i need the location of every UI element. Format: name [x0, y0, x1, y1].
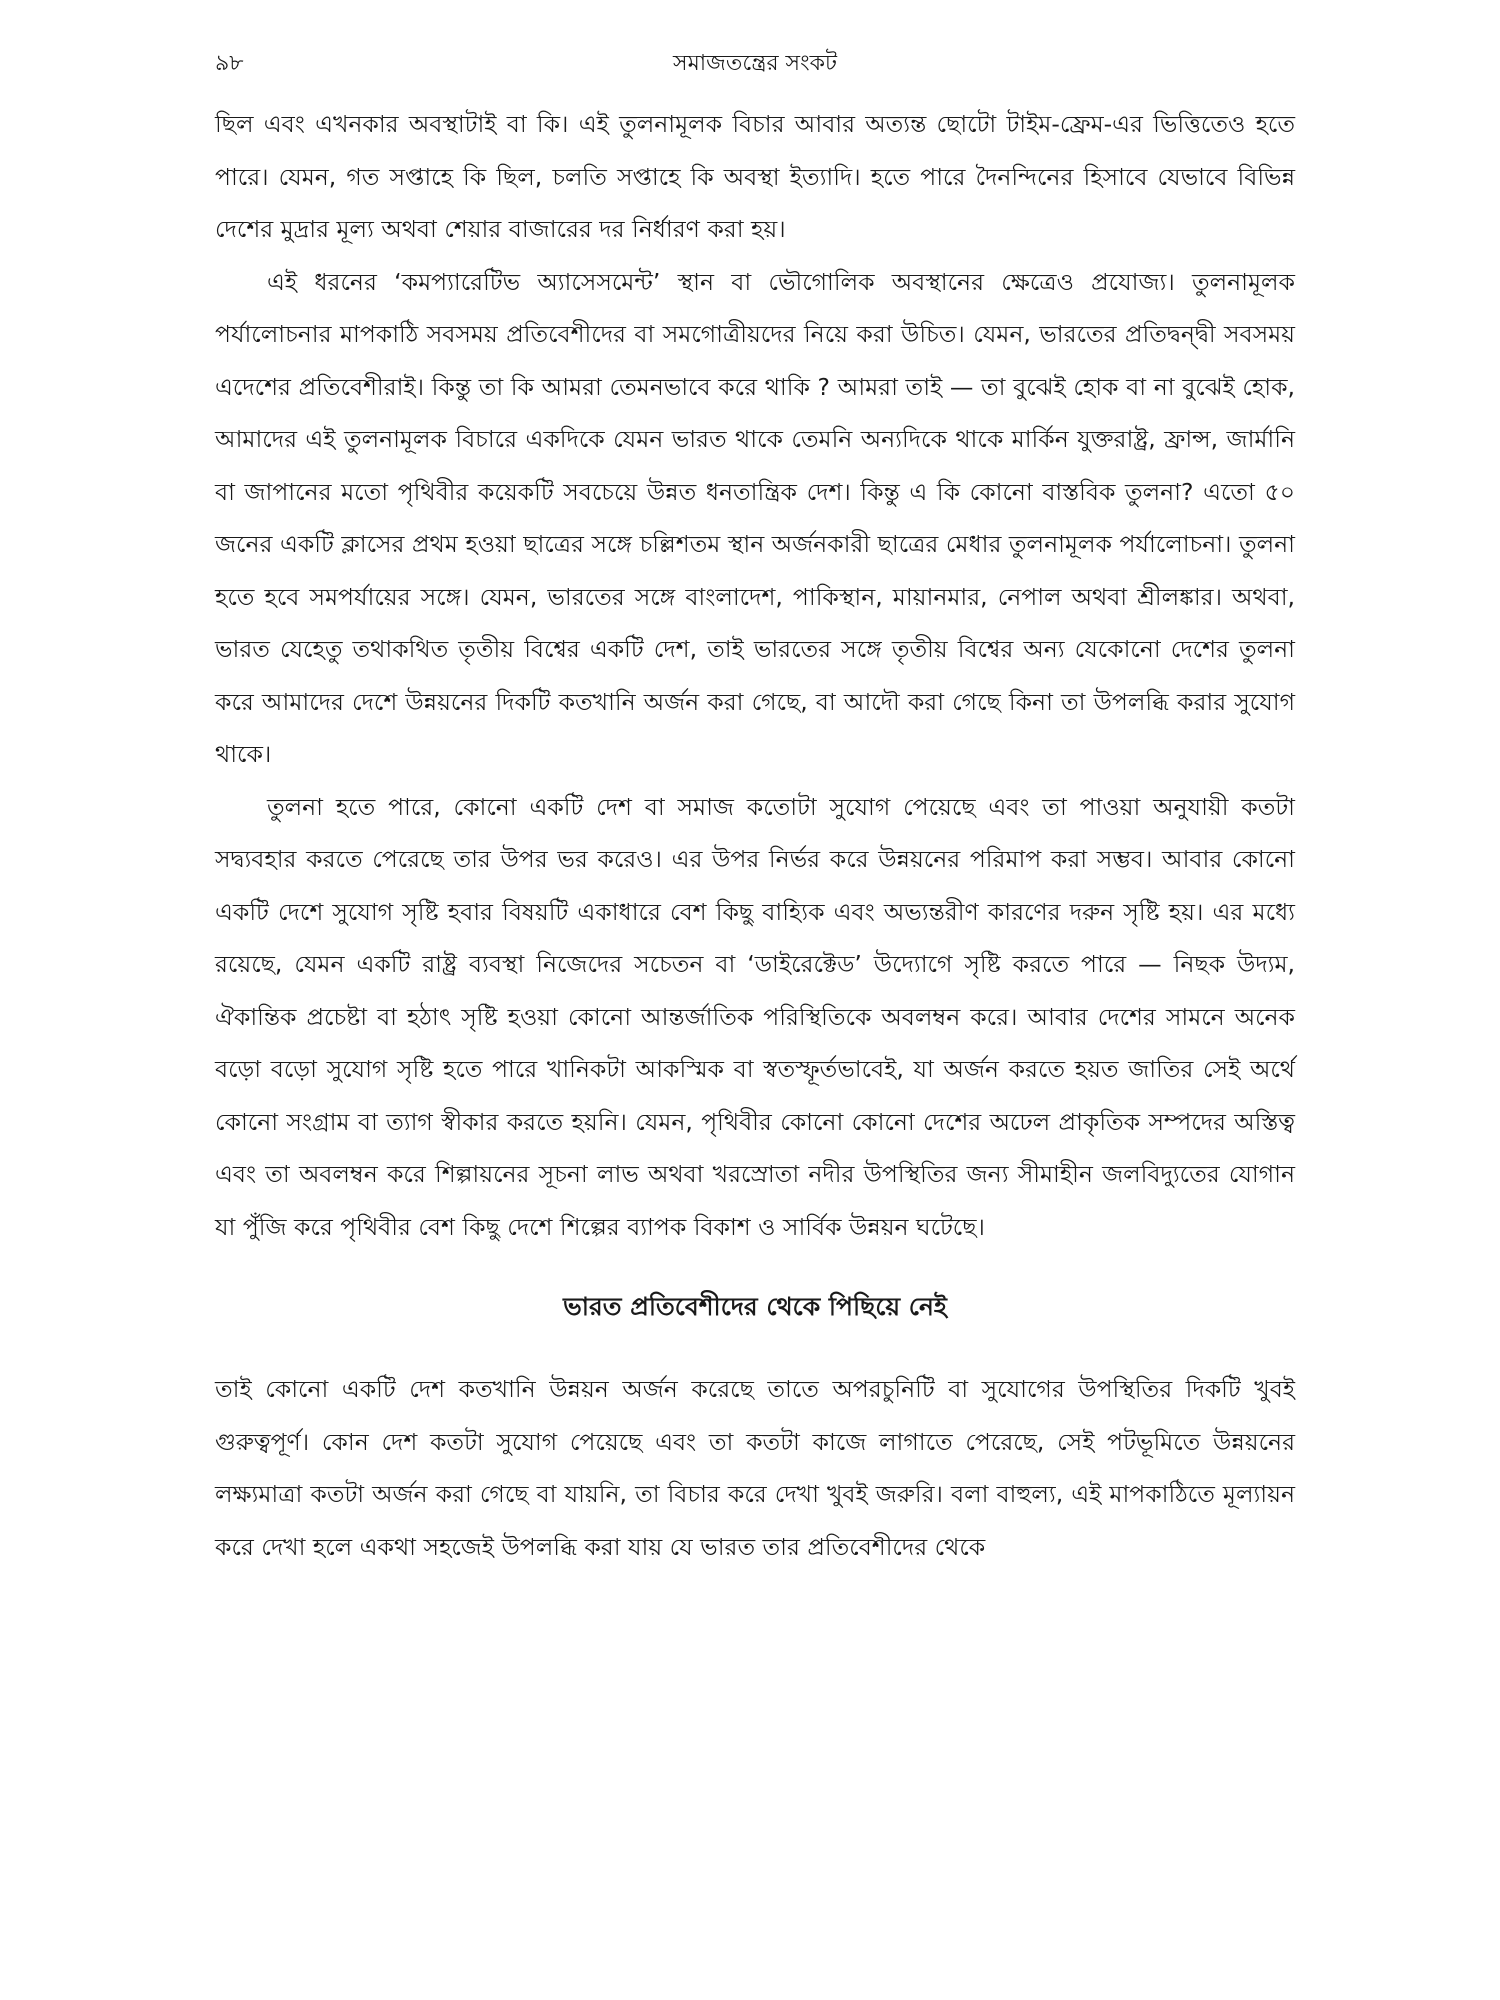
section-heading: ভারত প্রতিবেশীদের থেকে পিছিয়ে নেই: [563, 1292, 947, 1321]
paragraph-opportunity: তুলনা হতে পারে, কোনো একটি দেশ বা সমাজ কতোটা সুযোগ পেয়েছে এবং তা পাওয়া অনুযায়ী কতটা সদ্ব্যবহার করতে পেরেছে তার উপর ভর করেও। এর উপর নির্ভর করে উন্নয়নের পরিমাপ করা সম্ভব। আবার কোনো একটি দেশে সুযোগ সৃষ্টি হবার বিষয়টি একাধারে বেশ কিছু বাহ্যিক এবং অভ্যন্তরীণ কারণের দরুন সৃষ্টি হয়। এর মধ্যে রয়েছে, যেমন একটি রাষ্ট্র ব্যবস্থা নিজেদের সচেতন বা ‘ডাইরেক্টেড’ উদ্যোগে সৃষ্টি করতে পারে — নিছক উদ্যম, ঐকান্তিক প্রচেষ্টা বা হঠাৎ সৃষ্টি হওয়া কোনো আন্তর্জাতিক পরিস্থিতিকে অবলম্বন করে। আবার দেশের সামনে অনেক বড়ো বড়ো সুযোগ সৃষ্টি হতে পারে খানিকটা আকস্মিক বা স্বতস্ফূর্তভাবেই, যা অর্জন করতে হয়ত জাতির সেই অর্থে কোনো সংগ্রাম বা ত্যাগ স্বীকার করতে হয়নি। যেমন, পৃথিবীর কোনো কোনো দেশের অঢেল প্রাকৃতিক সম্পদের অস্তিত্ব এবং তা অবলম্বন করে শিল্পায়নের সূচনা লাভ অথবা খরস্রোতা নদীর উপস্থিতির জন্য সীমাহীন জলবিদ্যুতের যোগান যা পুঁজি করে পৃথিবীর বেশ কিছু দেশে শিল্পের ব্যাপক বিকাশ ও সার্বিক উন্নয়ন ঘটেছে।: [215, 792, 1295, 1241]
book-page: [215, 40, 1295, 1573]
paragraph-continuation: ছিল এবং এখনকার অবস্থাটাই বা কি। এই তুলনামূলক বিচার আবার অত্যন্ত ছোটো টাইম-ফ্রেম-এর ভিত্তিতেও হতে পারে। যেমন, গত সপ্তাহে কি ছিল, চলতি সপ্তাহে কি অবস্থা ইত্যাদি। হতে পারে দৈনন্দিনের হিসাবে যেভাবে বিভিন্ন দেশের মুদ্রার মূল্য অথবা শেয়ার বাজারের দর নির্ধারণ করা হয়।: [215, 110, 1295, 243]
running-head: [215, 40, 1295, 88]
page-number: ৯৮: [215, 51, 244, 76]
paragraph-section-intro: তাই কোনো একটি দেশ কতখানি উন্নয়ন অর্জন করেছে তাতে অপরচুনিটি বা সুযোগের উপস্থিতির দিকটি খুবই গুরুত্বপূর্ণ। কোন দেশ কতটা সুযোগ পেয়েছে এবং তা কতটা কাজে লাগাতে পেরেছে, সেই পটভূমিতে উন্নয়নের লক্ষ্যমাত্রা কতটা অর্জন করা গেছে বা যায়নি, তা বিচার করে দেখা খুবই জরুরি। বলা বাহুল্য, এই মাপকাঠিতে মূল্যায়ন করে দেখা হলে একথা সহজেই উপলব্ধি করা যায় যে ভারত তার প্রতিবেশীদের থেকে: [215, 1375, 1295, 1561]
book-title: সমাজতন্ত্রের সংকট: [673, 51, 837, 76]
paragraph-comparative-assessment: এই ধরনের ‘কমপ্যারেটিভ অ্যাসেসমেন্ট’ স্থান বা ভৌগোলিক অবস্থানের ক্ষেত্রেও প্রযোজ্য। তুলনামূলক পর্যালোচনার মাপকাঠি সবসময় প্রতিবেশীদের বা সমগোত্রীয়দের নিয়ে করা উচিত। যেমন, ভারতের প্রতিদ্বন্দ্বী সবসময় এদেশের প্রতিবেশীরাই। কিন্তু তা কি আমরা তেমনভাবে করে থাকি ? আমরা তাই — তা বুঝেই হোক বা না বুঝেই হোক, আমাদের এই তুলনামূলক বিচারে একদিকে যেমন ভারত থাকে তেমনি অন্যদিকে থাকে মার্কিন যুক্তরাষ্ট্র, ফ্রান্স, জার্মানি বা জাপানের মতো পৃথিবীর কয়েকটি সবচেয়ে উন্নত ধনতান্ত্রিক দেশ। কিন্তু এ কি কোনো বাস্তবিক তুলনা? এতো ৫০ জনের একটি ক্লাসের প্রথম হওয়া ছাত্রের সঙ্গে চল্লিশতম স্থান অর্জনকারী ছাত্রের মেধার তুলনামূলক পর্যালোচনা। তুলনা হতে হবে সমপর্যায়ের সঙ্গে। যেমন, ভারতের সঙ্গে বাংলাদেশ, পাকিস্থান, মায়ানমার, নেপাল অথবা শ্রীলঙ্কার। অথবা, ভারত যেহেতু তথাকথিত তৃতীয় বিশ্বের একটি দেশ, তাই ভারতের সঙ্গে তৃতীয় বিশ্বের অন্য যেকোনো দেশের তুলনা করে আমাদের দেশে উন্নয়নের দিকটি কতখানি অর্জন করা গেছে, বা আদৌ করা গেছে কিনা তা উপলব্ধি করার সুযোগ থাকে।: [215, 267, 1295, 768]
